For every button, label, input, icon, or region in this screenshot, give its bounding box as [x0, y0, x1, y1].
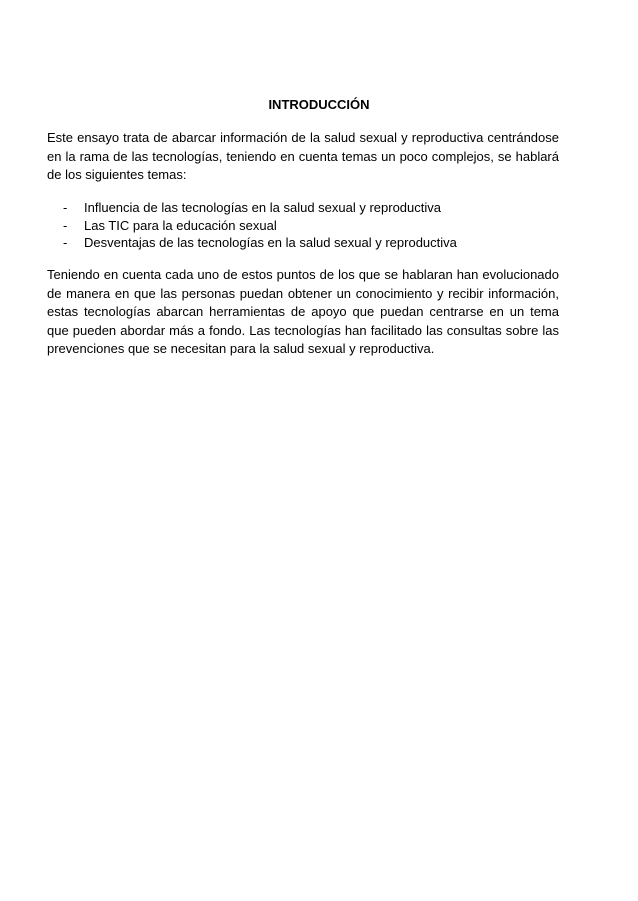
list-item-text: Las TIC para la educación sexual — [84, 217, 277, 233]
topic-list — [47, 199, 567, 252]
list-item-text: Influencia de las tecnologías en la salud sexual y reproductiva — [84, 200, 441, 215]
bullet-dash: - — [63, 235, 68, 250]
bullet-dash: - — [63, 200, 68, 215]
body-paragraph: Teniendo en cuenta cada uno de estos puntos de los que se hablaran han evolucionado de manera en que las personas puedan obtener un conocimiento y recibir información, estas tecnologías abarcan herramientas de apoyo que puedan centrarse en un tema que pueden abordar más a fondo. Las tecnologías han facilitado las consultas sobre las prevenciones que se necesitan para la salud sexual y reproductiva. — [47, 267, 559, 356]
list-item-text: Desventajas de las tecnologías en la salud sexual y reproductiva — [84, 235, 457, 250]
intro-paragraph: Este ensayo trata de abarcar información de la salud sexual y reproductiva centrándose en la rama de las tecnologías, teniendo en cuenta temas un poco complejos, se hablará de los siguientes temas: — [47, 130, 559, 182]
list-item — [47, 217, 567, 235]
list-item — [47, 199, 567, 217]
document-title: INTRODUCCIÓN — [268, 97, 370, 112]
bullet-dash: - — [63, 217, 68, 233]
list-item — [47, 234, 567, 252]
